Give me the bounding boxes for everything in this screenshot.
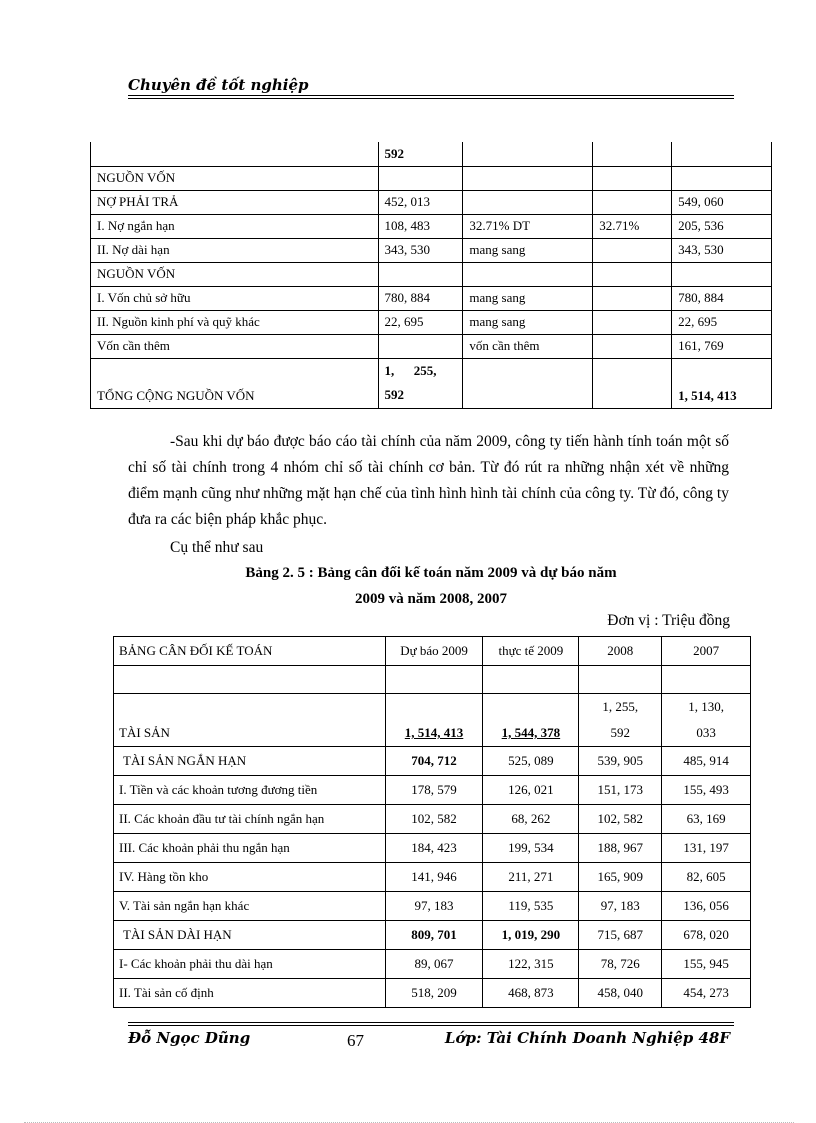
table-cell: 131, 197 — [662, 834, 751, 863]
table-cell: 1, 255, 592 — [579, 694, 662, 747]
table-cell: 151, 173 — [579, 776, 662, 805]
table-cell: 161, 769 — [672, 334, 772, 358]
unit-label: Đơn vị : Triệu đồng — [607, 612, 730, 629]
header-title: Chuyên đề tốt nghiệp — [128, 76, 309, 94]
table-cell: 22, 695 — [378, 310, 463, 334]
table-cell: 780, 884 — [672, 286, 772, 310]
table-row — [91, 142, 772, 166]
row-label: IV. Hàng tồn kho — [114, 863, 386, 892]
table-cell — [593, 238, 672, 262]
table-cell — [593, 166, 672, 190]
table-row — [114, 892, 751, 921]
table-row — [114, 921, 751, 950]
table-cell — [385, 666, 483, 694]
row-label: II. Các khoản đầu tư tài chính ngắn hạn — [114, 805, 386, 834]
table-cell: 211, 271 — [483, 863, 579, 892]
table-cell: 155, 945 — [662, 950, 751, 979]
row-label: III. Các khoản phải thu ngắn hạn — [114, 834, 386, 863]
table-cell: 518, 209 — [385, 979, 483, 1008]
table-cell — [378, 262, 463, 286]
table-cell: 1, 130, 033 — [662, 694, 751, 747]
column-header: Dự báo 2009 — [385, 637, 483, 666]
table-cell: 119, 535 — [483, 892, 579, 921]
table-cell: 458, 040 — [579, 979, 662, 1008]
table-cell: mang sang — [463, 310, 593, 334]
table-cell: 68, 262 — [483, 805, 579, 834]
total-final-value: 1, 514, 413 — [672, 358, 772, 408]
table-cell: 78, 726 — [579, 950, 662, 979]
table-cell: 1, 514, 413 — [385, 694, 483, 747]
table-cell — [672, 262, 772, 286]
table-cell: I. Nợ ngắn hạn — [91, 214, 379, 238]
table-cell: mang sang — [463, 238, 593, 262]
table-cell: 205, 536 — [672, 214, 772, 238]
column-header: 2008 — [579, 637, 662, 666]
row-label: TÀI SẢN — [114, 694, 386, 747]
table-cell: 485, 914 — [662, 747, 751, 776]
footer-rule — [128, 1025, 734, 1026]
table-cell: Vốn cần thêm — [91, 334, 379, 358]
table-cell — [483, 666, 579, 694]
table-cell: 809, 701 — [385, 921, 483, 950]
table-cell — [672, 166, 772, 190]
table-cell: 1, 544, 378 — [483, 694, 579, 747]
table-cell: 136, 056 — [662, 892, 751, 921]
balance-sheet-table — [113, 636, 751, 1008]
table-cell: 780, 884 — [378, 286, 463, 310]
table-cell: 165, 909 — [579, 863, 662, 892]
table-row — [91, 190, 772, 214]
total-label: TỔNG CỘNG NGUỒN VỐN — [91, 358, 379, 408]
table-cell: NGUỒN VỐN — [91, 166, 379, 190]
table-row — [91, 166, 772, 190]
table-cell: 678, 020 — [662, 921, 751, 950]
table-cell: 178, 579 — [385, 776, 483, 805]
total-row — [91, 358, 772, 408]
table-cell: 32.71% DT — [463, 214, 593, 238]
column-header: 2007 — [662, 637, 751, 666]
table-cell — [593, 142, 672, 166]
table-row — [114, 776, 751, 805]
table-cell: 141, 946 — [385, 863, 483, 892]
table-header-row — [114, 637, 751, 666]
table-row — [91, 334, 772, 358]
table-cell — [378, 166, 463, 190]
table-cell — [593, 190, 672, 214]
table-cell: 343, 530 — [378, 238, 463, 262]
table-row — [91, 262, 772, 286]
table-row — [91, 238, 772, 262]
table-cell: 89, 067 — [385, 950, 483, 979]
column-header: thực tế 2009 — [483, 637, 579, 666]
table-cell: 715, 687 — [579, 921, 662, 950]
table-cell: 102, 582 — [579, 805, 662, 834]
table-row — [114, 694, 751, 747]
footer-class: Lớp: Tài Chính Doanh Nghiệp 48F — [444, 1029, 730, 1047]
table-row — [91, 286, 772, 310]
table-row — [114, 979, 751, 1008]
table-cell: 184, 423 — [385, 834, 483, 863]
table-cell — [593, 262, 672, 286]
table-cell: 82, 605 — [662, 863, 751, 892]
table-cell: 468, 873 — [483, 979, 579, 1008]
body-paragraph: Cụ thể như sau — [170, 539, 264, 556]
table-row — [114, 863, 751, 892]
table-cell: NỢ PHẢI TRẢ — [91, 190, 379, 214]
table-cell: II. Nguồn kinh phí và quỹ khác — [91, 310, 379, 334]
table-cell — [579, 666, 662, 694]
total-value: 1, 255, 592 — [378, 358, 463, 408]
table-cell: mang sang — [463, 286, 593, 310]
table-cell: 63, 169 — [662, 805, 751, 834]
table-cell — [593, 334, 672, 358]
table-cell: 525, 089 — [483, 747, 579, 776]
column-header: BẢNG CÂN ĐỐI KẾ TOÁN — [114, 637, 386, 666]
table-row — [114, 834, 751, 863]
table-cell: 22, 695 — [672, 310, 772, 334]
table-cell: 343, 530 — [672, 238, 772, 262]
row-label: TÀI SẢN DÀI HẠN — [114, 921, 386, 950]
table-cell: 155, 493 — [662, 776, 751, 805]
table-cell: vốn cần thêm — [463, 334, 593, 358]
table-cell — [378, 334, 463, 358]
table-caption: Bảng 2. 5 : Bảng cân đối kế toán năm 2009 và dự báo năm — [245, 565, 617, 581]
table-cell: 199, 534 — [483, 834, 579, 863]
footer-author: Đỗ Ngọc Dũng — [128, 1029, 251, 1047]
table-row — [114, 666, 751, 694]
table-cell: 452, 013 — [378, 190, 463, 214]
row-label: TÀI SẢN NGẮN HẠN — [114, 747, 386, 776]
table-cell — [463, 166, 593, 190]
table-cell — [463, 142, 593, 166]
table-cell: I. Vốn chủ sở hữu — [91, 286, 379, 310]
table-cell: 592 — [378, 142, 463, 166]
table-cell — [672, 142, 772, 166]
table-cell: 704, 712 — [385, 747, 483, 776]
header-rule — [128, 95, 734, 96]
page-number: 67 — [347, 1031, 364, 1050]
table-cell: 126, 021 — [483, 776, 579, 805]
table-caption: 2009 và năm 2008, 2007 — [354, 591, 508, 607]
table-cell: NGUỒN VỐN — [91, 262, 379, 286]
table-cell — [593, 286, 672, 310]
table-cell: 454, 273 — [662, 979, 751, 1008]
table-cell: 122, 315 — [483, 950, 579, 979]
body-paragraph: -Sau khi dự báo được báo cáo tài chính của năm 2009, công ty tiến hành tính toán một số chỉ số tài chính trong 4 nhóm chỉ số tài chính cơ bản. Từ đó rút ra những nhận xét về những điểm mạnh cũng như những mặt hạn chế của tình hình hình tài chính của công ty. Từ đó, công ty đưa ra các biện pháp khắc phục. — [128, 433, 729, 528]
table-cell: 188, 967 — [579, 834, 662, 863]
table-cell — [593, 310, 672, 334]
table-cell — [593, 358, 672, 408]
table-cell: 539, 905 — [579, 747, 662, 776]
table-cell — [662, 666, 751, 694]
table-cell: 97, 183 — [385, 892, 483, 921]
row-label: I- Các khoản phải thu dài hạn — [114, 950, 386, 979]
footer-rule — [128, 1022, 734, 1023]
table-cell — [463, 190, 593, 214]
table-cell — [463, 358, 593, 408]
row-label: I. Tiền và các khoản tương đương tiền — [114, 776, 386, 805]
table-row — [114, 747, 751, 776]
table-row — [91, 214, 772, 238]
table-row — [114, 805, 751, 834]
table-cell: 549, 060 — [672, 190, 772, 214]
table-cell: II. Nợ dài hạn — [91, 238, 379, 262]
table-cell: 102, 582 — [385, 805, 483, 834]
table-cell: 97, 183 — [579, 892, 662, 921]
table-cell: 108, 483 — [378, 214, 463, 238]
header-rule — [128, 98, 734, 99]
table-row — [91, 310, 772, 334]
table-cell: 32.71% — [593, 214, 672, 238]
capital-sources-table — [90, 142, 772, 409]
row-label: V. Tài sản ngắn hạn khác — [114, 892, 386, 921]
table-cell — [114, 666, 386, 694]
table-cell — [91, 142, 379, 166]
table-cell — [463, 262, 593, 286]
table-cell: 1, 019, 290 — [483, 921, 579, 950]
row-label: II. Tài sản cố định — [114, 979, 386, 1008]
table-row — [114, 950, 751, 979]
